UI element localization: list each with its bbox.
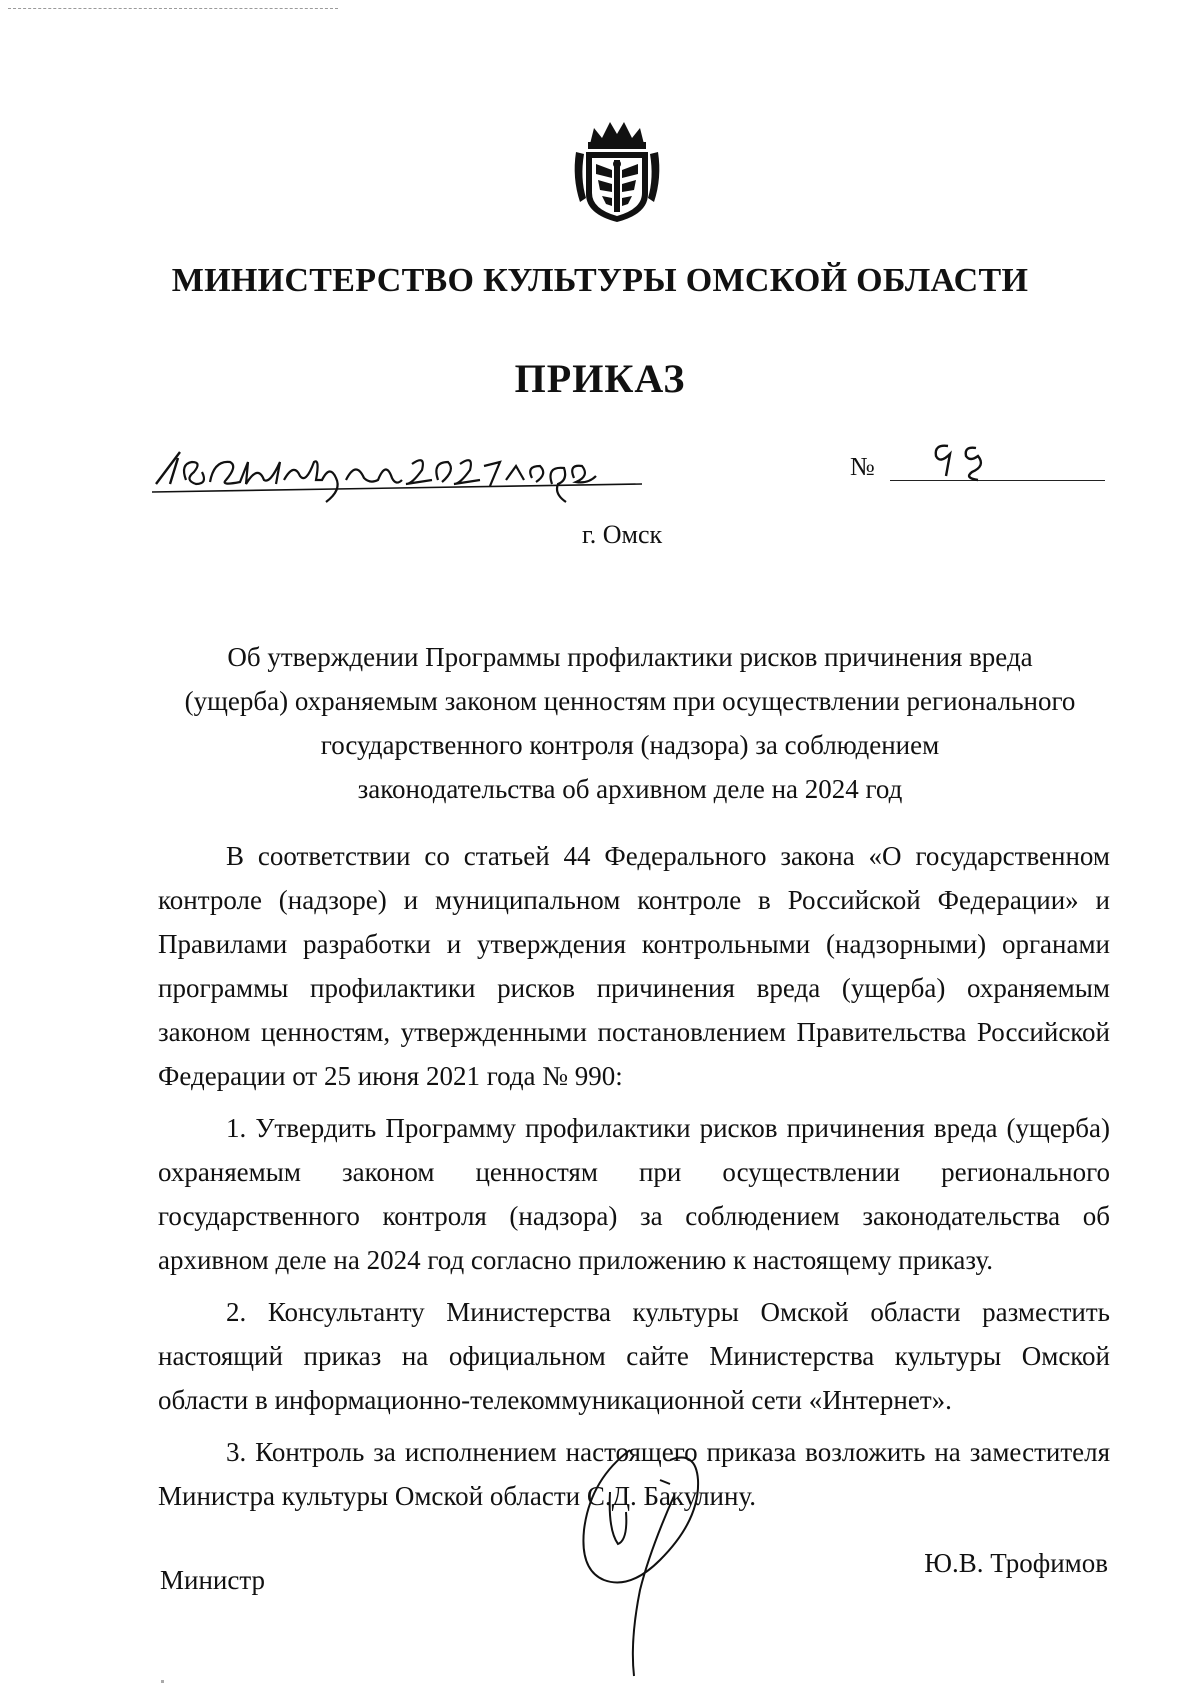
signatory-name: Ю.В. Трофимов <box>924 1548 1108 1578</box>
scan-speck <box>161 1680 164 1683</box>
order-item-1: 1. Утвердить Программу профилактики рисков причинения вреда (ущерба) охраняемым законом ценностям при осуществлении регионального государственного контроля (надзора) за соблюдением законодательства об архивном деле на 2024 год согласно приложению к настоящему приказу. <box>158 1113 1110 1275</box>
document-type: ПРИКАЗ <box>514 356 686 401</box>
subject-line: законодательства об архивном деле на 2024 год <box>357 774 903 804</box>
order-item-3: 3. Контроль за исполнением настоящего приказа возложить на заместителя Министра культуры Омской области С.Д. Бакулину. <box>158 1437 1110 1511</box>
signatory-title: Министр <box>160 1565 265 1595</box>
handwritten-date <box>150 440 650 510</box>
ministry-title: МИНИСТЕРСТВО КУЛЬТУРЫ ОМСКОЙ ОБЛАСТИ <box>171 262 1029 299</box>
subject-line: Об утверждении Программы профилактики рисков причинения вреда <box>227 642 1033 672</box>
coat-of-arms-icon <box>570 118 664 226</box>
subject-line: (ущерба) охраняемым законом ценностям при осуществлении регионального <box>184 686 1076 716</box>
number-label: № <box>850 452 875 481</box>
document-number <box>850 444 1110 484</box>
scan-edge-mark <box>8 8 338 11</box>
handwritten-signature <box>570 1440 720 1680</box>
subject-line: государственного контроля (надзора) за соблюдением <box>320 730 940 760</box>
document-body <box>158 834 1110 1518</box>
handwritten-number <box>920 436 1010 484</box>
document-subject <box>150 635 1110 811</box>
preamble-paragraph: В соответствии со статьей 44 Федерального закона «О государственном контроле (надзоре) и муниципальном контроле в Российской Федерации» и Правилами разработки и утверждения контрольными (надзорными) органами программы профилактики рисков причинения вреда (ущерба) охраняемым законом ценностям, утвержденными постановлением Правительства Российской Федерации от 25 июня 2021 года № 990: <box>158 841 1110 1091</box>
city: г. Омск <box>582 520 663 549</box>
order-item-2: 2. Консультанту Министерства культуры Омской области разместить настоящий приказ на официальном сайте Министерства культуры Омской области в информационно-телекоммуникационной сети «Интернет». <box>158 1297 1110 1415</box>
